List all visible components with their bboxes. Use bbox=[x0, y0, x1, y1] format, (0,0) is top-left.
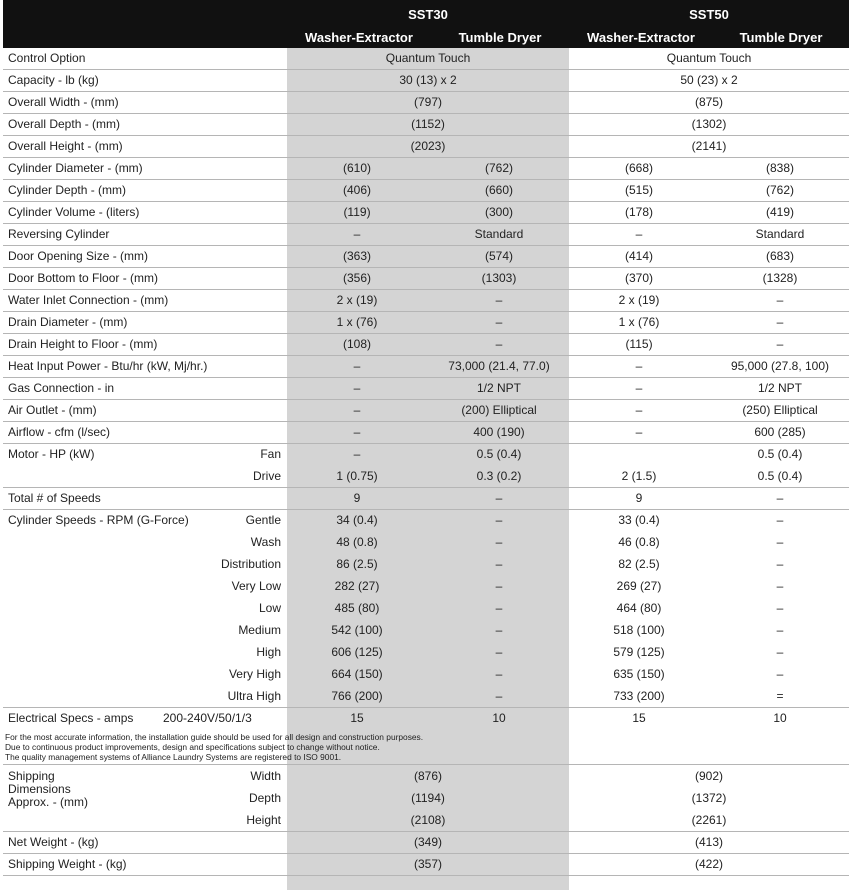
row-label: Cylinder Diameter - (mm) bbox=[8, 161, 143, 175]
cell-value: 34 (0.4) bbox=[336, 513, 378, 527]
shipping-label-line: Approx. - (mm) bbox=[8, 795, 89, 809]
row-label: Door Opening Size - (mm) bbox=[8, 249, 149, 263]
cell-value: 766 (200) bbox=[331, 689, 383, 703]
cell-value: (838) bbox=[765, 161, 794, 175]
cell-value: (668) bbox=[624, 161, 653, 175]
cell-value: 2 x (19) bbox=[336, 293, 378, 307]
row-sublabel: Very Low bbox=[231, 579, 281, 593]
cell-value: Quantum Touch bbox=[666, 51, 752, 65]
table-row bbox=[3, 708, 849, 729]
cell-value: – bbox=[776, 293, 784, 307]
cell-value: 50 (23) x 2 bbox=[680, 73, 738, 87]
table-row bbox=[3, 686, 849, 708]
row-sublabel: Depth bbox=[248, 791, 281, 805]
cell-value: 2 (1.5) bbox=[621, 469, 657, 483]
cell-value: 1 (0.75) bbox=[336, 469, 378, 483]
cell-value: 9 bbox=[635, 491, 643, 505]
cell-value: – bbox=[635, 403, 643, 417]
cell-value: – bbox=[635, 425, 643, 439]
cell-value: (200) Elliptical bbox=[461, 403, 537, 417]
table-row bbox=[3, 466, 849, 488]
type-sst50-dryer: Tumble Dryer bbox=[739, 30, 823, 45]
cell-value: (406) bbox=[342, 183, 371, 197]
cell-value: – bbox=[353, 447, 361, 461]
row-sublabel: Fan bbox=[260, 447, 281, 461]
row-label: Heat Input Power - Btu/hr (kW, Mj/hr.) bbox=[8, 359, 208, 373]
cell-value: (876) bbox=[413, 769, 442, 783]
cell-value: (2141) bbox=[691, 139, 727, 153]
cell-value: (178) bbox=[624, 205, 653, 219]
row-label: Motor - HP (kW) bbox=[8, 447, 95, 461]
shipping-row bbox=[3, 810, 849, 832]
cell-value: (875) bbox=[694, 95, 723, 109]
cell-value: 269 (27) bbox=[616, 579, 662, 593]
row-label: Gas Connection - in bbox=[8, 381, 115, 395]
table-row bbox=[3, 268, 849, 290]
cell-value: 733 (200) bbox=[613, 689, 665, 703]
table-row bbox=[3, 488, 849, 510]
cell-value: – bbox=[495, 601, 503, 615]
table-row bbox=[3, 598, 849, 619]
cell-value: 48 (0.8) bbox=[336, 535, 378, 549]
cell-value: 1/2 NPT bbox=[757, 381, 802, 395]
cell-value: 46 (0.8) bbox=[618, 535, 660, 549]
table-row bbox=[3, 158, 849, 180]
row-label: Total # of Speeds bbox=[8, 491, 101, 505]
cell-value: 33 (0.4) bbox=[618, 513, 660, 527]
cell-value: (797) bbox=[413, 95, 442, 109]
cell-value: (515) bbox=[624, 183, 653, 197]
cell-value: (419) bbox=[765, 205, 794, 219]
cell-value: 0.3 (0.2) bbox=[476, 469, 522, 483]
table-row bbox=[3, 356, 849, 378]
cell-value: – bbox=[776, 535, 784, 549]
shipping-label bbox=[8, 770, 158, 809]
row-sublabel: 200-240V/50/1/3 bbox=[163, 711, 252, 725]
cell-value: (683) bbox=[765, 249, 794, 263]
cell-value: – bbox=[495, 535, 503, 549]
cell-value: 464 (80) bbox=[616, 601, 662, 615]
cell-value: – bbox=[353, 359, 361, 373]
row-label: Drain Height to Floor - (mm) bbox=[8, 337, 158, 351]
cell-value: 0.5 (0.4) bbox=[476, 447, 522, 461]
cell-value: – bbox=[776, 601, 784, 615]
cell-value: 542 (100) bbox=[331, 623, 383, 637]
row-label: Reversing Cylinder bbox=[8, 227, 110, 241]
table-row bbox=[3, 444, 849, 465]
cell-value: 10 bbox=[773, 711, 787, 725]
table-row bbox=[3, 48, 849, 70]
cell-value: – bbox=[353, 403, 361, 417]
cell-value: (357) bbox=[413, 857, 442, 871]
cell-value: (349) bbox=[413, 835, 442, 849]
row-label: Electrical Specs - amps bbox=[8, 711, 134, 725]
table-row bbox=[3, 290, 849, 312]
cell-value: 73,000 (21.4, 77.0) bbox=[448, 359, 550, 373]
cell-value: – bbox=[495, 513, 503, 527]
cell-value: 82 (2.5) bbox=[618, 557, 660, 571]
cell-value: 0.5 (0.4) bbox=[757, 447, 803, 461]
table-row bbox=[3, 832, 849, 854]
cell-value: 86 (2.5) bbox=[336, 557, 378, 571]
cell-value: 1 x (76) bbox=[336, 315, 378, 329]
row-sublabel: Wash bbox=[250, 535, 281, 549]
cell-value: 10 bbox=[492, 711, 506, 725]
row-sublabel: Drive bbox=[252, 469, 281, 483]
cell-value: 282 (27) bbox=[334, 579, 380, 593]
cell-value: – bbox=[776, 623, 784, 637]
shipping-label-line: Shipping bbox=[8, 769, 55, 783]
cell-value: – bbox=[776, 667, 784, 681]
cell-value: (762) bbox=[484, 161, 513, 175]
cell-value: (422) bbox=[694, 857, 723, 871]
row-sublabel: Medium bbox=[238, 623, 281, 637]
cell-value: – bbox=[635, 381, 643, 395]
cell-value: – bbox=[353, 381, 361, 395]
cell-value: 485 (80) bbox=[334, 601, 380, 615]
cell-value: 15 bbox=[350, 711, 364, 725]
cell-value: – bbox=[353, 227, 361, 241]
table-row bbox=[3, 642, 849, 663]
row-label: Shipping Weight - (kg) bbox=[8, 857, 127, 871]
table-row bbox=[3, 664, 849, 685]
table-row bbox=[3, 92, 849, 114]
cell-value: – bbox=[495, 491, 503, 505]
cell-value: (1194) bbox=[411, 791, 445, 805]
cell-value: (115) bbox=[625, 337, 653, 351]
table-row bbox=[3, 854, 849, 876]
row-label: Cylinder Depth - (mm) bbox=[8, 183, 127, 197]
type-sst30-washer: Washer-Extractor bbox=[305, 30, 413, 45]
table-row bbox=[3, 554, 849, 575]
cell-value: Standard bbox=[755, 227, 805, 241]
cell-value: (2108) bbox=[410, 813, 446, 827]
row-sublabel: Ultra High bbox=[227, 689, 281, 703]
row-sublabel: Distribution bbox=[220, 557, 281, 571]
row-sublabel: Width bbox=[250, 769, 281, 783]
cell-value: (1372) bbox=[691, 791, 727, 805]
cell-value: – bbox=[495, 337, 503, 351]
cell-value: – bbox=[495, 557, 503, 571]
table-row bbox=[3, 510, 849, 531]
cell-value: (574) bbox=[484, 249, 513, 263]
table-row bbox=[3, 202, 849, 224]
model-sst50: SST50 bbox=[689, 7, 729, 22]
row-label: Capacity - lb (kg) bbox=[8, 73, 99, 87]
cell-value: Quantum Touch bbox=[385, 51, 471, 65]
table-row bbox=[3, 312, 849, 334]
cell-value: – bbox=[495, 667, 503, 681]
row-label: Drain Diameter - (mm) bbox=[8, 315, 128, 329]
row-label: Cylinder Speeds - RPM (G-Force) bbox=[8, 513, 189, 527]
row-label: Overall Depth - (mm) bbox=[8, 117, 121, 131]
table-row bbox=[3, 70, 849, 92]
row-sublabel: Low bbox=[258, 601, 281, 615]
table-row bbox=[3, 532, 849, 553]
cell-value: – bbox=[495, 689, 503, 703]
row-label: Control Option bbox=[8, 51, 86, 65]
row-label: Airflow - cfm (l/sec) bbox=[8, 425, 110, 439]
cell-value: (300) bbox=[484, 205, 513, 219]
cell-value: – bbox=[776, 513, 784, 527]
table-row bbox=[3, 422, 849, 444]
cell-value: 400 (190) bbox=[473, 425, 525, 439]
cell-value: 606 (125) bbox=[331, 645, 383, 659]
cell-value: – bbox=[776, 315, 784, 329]
cell-value: (370) bbox=[624, 271, 653, 285]
cell-value: 9 bbox=[353, 491, 361, 505]
footnote: For the most accurate information, the installation guide should be used for all design and construction purposes. bbox=[5, 732, 424, 742]
cell-value: = bbox=[776, 689, 784, 703]
cell-value: – bbox=[635, 359, 643, 373]
table-row bbox=[3, 620, 849, 641]
cell-value: – bbox=[353, 425, 361, 439]
row-label: Water Inlet Connection - (mm) bbox=[8, 293, 169, 307]
cell-value: 600 (285) bbox=[754, 425, 806, 439]
table-row bbox=[3, 246, 849, 268]
cell-value: (413) bbox=[694, 835, 723, 849]
type-sst50-washer: Washer-Extractor bbox=[587, 30, 695, 45]
table-row bbox=[3, 114, 849, 136]
row-sublabel: Gentle bbox=[245, 513, 281, 527]
row-label: Air Outlet - (mm) bbox=[8, 403, 97, 417]
cell-value: (762) bbox=[765, 183, 794, 197]
cell-value: 1 x (76) bbox=[618, 315, 660, 329]
cell-value: (1302) bbox=[691, 117, 727, 131]
cell-value: – bbox=[495, 579, 503, 593]
cell-value: 635 (150) bbox=[613, 667, 665, 681]
footnote: Due to continuous product improvements, design and specifications subject to change without notice. bbox=[5, 742, 380, 752]
table-row bbox=[3, 378, 849, 400]
cell-value: (356) bbox=[342, 271, 371, 285]
cell-value: 1/2 NPT bbox=[476, 381, 521, 395]
cell-value: (2023) bbox=[410, 139, 446, 153]
cell-value: (2261) bbox=[691, 813, 727, 827]
cell-value: (108) bbox=[342, 337, 371, 351]
cell-value: – bbox=[776, 557, 784, 571]
cell-value: Standard bbox=[474, 227, 524, 241]
cell-value: – bbox=[776, 491, 784, 505]
row-label: Net Weight - (kg) bbox=[8, 835, 99, 849]
row-label: Door Bottom to Floor - (mm) bbox=[8, 271, 159, 285]
cell-value: 95,000 (27.8, 100) bbox=[730, 359, 830, 373]
cell-value: – bbox=[776, 337, 784, 351]
spec-sheet bbox=[3, 0, 849, 892]
cell-value: (1152) bbox=[411, 117, 445, 131]
cell-value: (119) bbox=[343, 205, 371, 219]
cell-value: 0.5 (0.4) bbox=[757, 469, 803, 483]
cell-value: (250) Elliptical bbox=[742, 403, 818, 417]
cell-value: – bbox=[776, 579, 784, 593]
cell-value: – bbox=[776, 645, 784, 659]
cell-value: 15 bbox=[632, 711, 646, 725]
table-row bbox=[3, 576, 849, 597]
cell-value: 664 (150) bbox=[331, 667, 383, 681]
cell-value: (1328) bbox=[762, 271, 798, 285]
shipping-top-rule bbox=[3, 764, 849, 765]
table-row bbox=[3, 400, 849, 422]
cell-value: (610) bbox=[342, 161, 371, 175]
model-sst30: SST30 bbox=[408, 7, 448, 22]
cell-value: – bbox=[635, 227, 643, 241]
row-sublabel: Very High bbox=[228, 667, 281, 681]
cell-value: 30 (13) x 2 bbox=[399, 73, 457, 87]
row-label: Cylinder Volume - (liters) bbox=[8, 205, 140, 219]
table-header bbox=[3, 0, 849, 48]
row-label: Overall Height - (mm) bbox=[8, 139, 123, 153]
shipping-label-line: Dimensions bbox=[8, 782, 71, 796]
cell-value: (414) bbox=[624, 249, 653, 263]
table-row bbox=[3, 136, 849, 158]
row-label: Overall Width - (mm) bbox=[8, 95, 119, 109]
cell-value: – bbox=[495, 623, 503, 637]
footnote: The quality management systems of Alliance Laundry Systems are registered to ISO 9001. bbox=[5, 752, 342, 762]
cell-value: 2 x (19) bbox=[618, 293, 660, 307]
cell-value: – bbox=[495, 315, 503, 329]
cell-value: – bbox=[495, 645, 503, 659]
cell-value: (1303) bbox=[481, 271, 517, 285]
cell-value: (660) bbox=[484, 183, 513, 197]
type-sst30-dryer: Tumble Dryer bbox=[458, 30, 542, 45]
cell-value: 518 (100) bbox=[613, 623, 665, 637]
cell-value: – bbox=[495, 293, 503, 307]
cell-value: (902) bbox=[694, 769, 723, 783]
table-row bbox=[3, 334, 849, 356]
cell-value: (363) bbox=[342, 249, 371, 263]
table-row bbox=[3, 180, 849, 202]
cell-value: 579 (125) bbox=[613, 645, 665, 659]
table-row bbox=[3, 224, 849, 246]
row-sublabel: Height bbox=[246, 813, 281, 827]
row-sublabel: High bbox=[256, 645, 281, 659]
